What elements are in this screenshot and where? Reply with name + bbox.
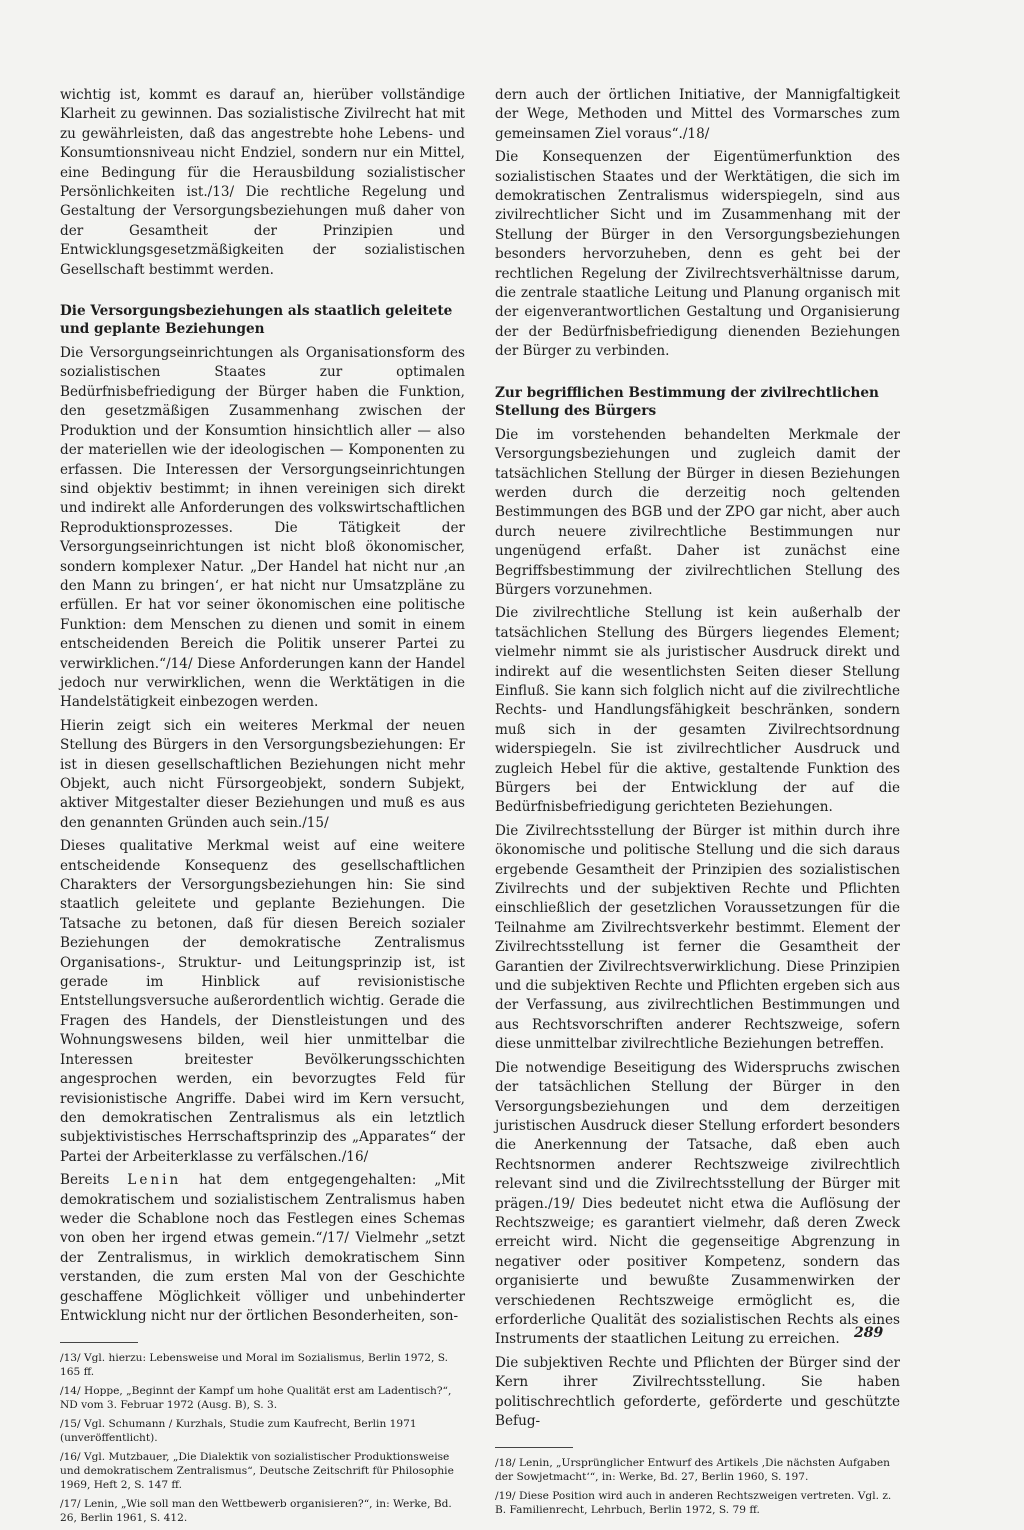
paragraph: Hierin zeigt sich ein weiteres Merkmal der neuen Stellung des Bürgers in den Versorgungsbeziehungen: Er ist in diesen gesellschaftlichen Beziehungen nicht mehr Objekt, auch nicht Fürsorgeobjekt, sondern Subjekt, aktiver Mitgestalter dieser Beziehungen und muß es aus den genannten Gründen auch sein./15/: [60, 717, 465, 831]
section-heading: Zur begrifflichen Bestimmung der zivilrechtlichen Stellung des Bürgers: [495, 384, 879, 419]
paragraph: dern auch der örtlichen Initiative, der Mannigfaltigkeit der Wege, Methoden und Mittel des Vormarsches zum gemeinsamen Ziel voraus“./18/: [495, 87, 900, 142]
footnote: /15/ Vgl. Schumann / Kurzhals, Studie zum Kaufrecht, Berlin 1971 (unveröffentlicht).: [60, 1418, 417, 1445]
paragraph: wichtig ist, kommt es darauf an, hierüber vollständige Klarheit zu gewinnen. Das sozialistische Zivilrecht hat mit zu gewährleisten, daß das angestrebte hohe Lebens- und Konsumtionsniveau nicht Endziel, sondern nur ein Mittel, eine Bedingung für die Herausbildung sozialistischer Persönlichkeiten ist./13/ Die rechtliche Regelung und Gestaltung der Versorgungsbeziehungen muß daher von der Gesamtheit der Prinzipien und Entwicklungsgesetzmäßigkeiten der sozialistischen Gesellschaft bestimmt werden.: [60, 87, 465, 278]
paragraph: Dieses qualitative Merkmal weist auf eine weitere entscheidende Konsequenz des gesellschaftlichen Charakters der Versorgungsbeziehungen hin: Sie sind staatlich geleitete und geplante Beziehungen. Die Tatsache zu betonen, daß für diesen Bereich sozialer Beziehungen der demokratische Zentralismus Organisations-, Struktur- und Leitungsprinzip ist, ist gerade im Hinblick auf revisionistische Entstellungsversuche außerordentlich wichtig. Gerade die Fragen des Handels, der Dienstleistungen und des Wohnungswesens bilden, weil hier unmittelbar die Interessen breitester Bevölkerungsschichten angesprochen werden, ein bevorzugtes Feld für revisionistische Angriffe. Dabei wird im Kern versucht, den demokratischen Zentralismus als ein letztlich subjektivistisches Herrschaftsprinzip des „Apparates“ der Partei der Arbeiterklasse zu verfälschen./16/: [60, 838, 465, 1165]
footnotes-right: [495, 1456, 900, 1517]
footnote-divider: [495, 1447, 573, 1448]
paragraph: Die zivilrechtliche Stellung ist kein außerhalb der tatsächlichen Stellung des Bürgers liegendes Element; vielmehr nimmt sie als juristischer Ausdruck direkt und indirekt auf die wesentlichsten Seiten dieser Stellung Einfluß. Sie kann sich folglich nicht auf die zivilrechtliche Rechts- und Handlungsfähigkeit beschränken, sondern muß sich in der gesamten Zivilrechtsordnung widerspiegeln. Sie ist zivilrechtlicher Ausdruck und zugleich Hebel für die aktive, gestaltende Funktion des Bürgers bei der Entwicklung der auf die Bedürfnisbefriedigung gerichteten Beziehungen.: [495, 605, 900, 816]
right-column: [495, 86, 900, 1522]
author-name: Lenin: [127, 1172, 182, 1189]
footnote: /17/ Lenin, „Wie soll man den Wettbewerb organisieren?“, in: Werke, Bd. 26, Berlin 1961, S. 412.: [60, 1498, 452, 1525]
paragraph: Die Konsequenzen der Eigentümerfunktion des sozialistischen Staates und der Werktätigen, die sich im demokratischen Zentralismus widerspiegeln, sind aus zivilrechtlicher Sicht und im Zusammenhang mit der Stellung der Bürger in den Versorgungsbeziehungen besonders hervorzuheben, denn es geht bei der rechtlichen Regelung der Zivilrechtsverhältnisse darum, die zentrale staatliche Leitung und Planung organisch mit der eigenverantwortlichen Gestaltung und Organisierung der der Bedürfnisbefriedigung dienenden Beziehungen der Bürger zu verbinden.: [495, 149, 900, 360]
text-run: hat dem entgegengehalten: „Mit demokratischem und sozialistischem Zentralismus haben weder die Schablone noch das Festlegen eines Schemas von oben her irgend etwas gemein.“/17/ Vielmehr „setzt der Zentralismus, in wirklich demokratischem Sinn verstanden, die zum ersten Mal von der Geschichte geschaffene Möglichkeit völliger und unbehinderter Entwicklung nicht nur der örtlichen Besonderheiten, son-: [60, 1172, 465, 1324]
paragraph: Die Versorgungseinrichtungen als Organisationsform des sozialistischen Staates zur optimalen Bedürfnisbefriedigung der Bürger haben die Funktion, den gesetzmäßigen Zusammenhang zwischen der Produktion und der Konsumtion hinsichtlich aller — also der materiellen wie der ideologischen — Komponenten zu erfassen. Die Interessen der Versorgungseinrichtungen sind objektiv bestimmt; in ihnen vereinigen sich direkt und indirekt alle Anforderungen des volkswirtschaftlichen Reproduktionsprozesses. Die Tätigkeit der Versorgungseinrichtungen ist nicht bloß ökonomischer, sondern komplexer Natur. „Der Handel hat nicht nur ‚an den Mann zu bringen‘, er hat nicht nur Umsatzpläne zu erfüllen. Er hat vor seiner ökonomischen eine politische Funktion: dem Menschen zu dienen und somit in einem entscheidenden Bereich die Politik unserer Partei zu verwirklichen.“/14/ Diese Anforderungen kann der Handel jedoch nur verwirklichen, wenn die Werktätigen in die Handelstätigkeit einbezogen werden.: [60, 345, 465, 711]
footnote: /16/ Vgl. Mutzbauer, „Die Dialektik von sozialistischer Produktionsweise und demokratischem Zentralismus“, Deutsche Zeitschrift für Philosophie 1969, Heft 2, S. 147 ff.: [60, 1451, 454, 1492]
footnote-divider: [60, 1342, 138, 1343]
paragraph: Die notwendige Beseitigung des Widerspruchs zwischen der tatsächlichen Stellung der Bürger in den Versorgungsbeziehungen und dem derzeitigen juristischen Ausdruck dieser Stellung erfordert besonders die Anerkennung der Tatsache, daß eben auch Rechtsnormen anderer Rechtszweige zivilrechtlich relevant sind und die Zivilrechtsstellung der Bürger mit prägen./19/ Dies bedeutet nicht etwa die Auflösung der Rechtszweige; es garantiert vielmehr, daß deren Zweck erreicht wird. Nicht die gegenseitige Abgrenzung in negativer oder positiver Kompetenz, sondern das organisierte und bewußte Zusammenwirken der verschiedenen Rechtszweige ermöglicht es, die erforderliche Qualität des sozialistischen Rechts als eines Instruments der staatlichen Leitung zu erreichen.: [495, 1059, 900, 1348]
paragraph: Die subjektiven Rechte und Pflichten der Bürger sind der Kern ihrer Zivilrechtsstellung. Sie haben politischrechtlich geforderte, geförderte und geschützte Befug-: [495, 1354, 900, 1429]
footnote: /13/ Vgl. hierzu: Lebensweise und Moral im Sozialismus, Berlin 1972, S. 165 ff.: [60, 1352, 448, 1379]
text-run: Bereits: [60, 1172, 128, 1189]
page-number: 289: [854, 1325, 884, 1341]
paragraph: [60, 1171, 465, 1326]
left-column: [60, 86, 465, 1530]
section-heading: Die Versorgungsbeziehungen als staatlich geleitete und geplante Beziehungen: [60, 303, 453, 338]
footnote: /14/ Hoppe, „Beginnt der Kampf um hohe Qualität erst am Ladentisch?“, ND vom 3. Februar 1972 (Ausg. B), S. 3.: [60, 1385, 452, 1412]
footnote: /18/ Lenin, „Ursprünglicher Entwurf des Artikels ‚Die nächsten Aufgaben der Sowjetmacht‘“, in: Werke, Bd. 27, Berlin 1960, S. 197.: [495, 1457, 890, 1484]
footnotes-left: [60, 1351, 465, 1525]
paragraph: Die im vorstehenden behandelten Merkmale der Versorgungsbeziehungen und zugleich damit der tatsächlichen Stellung der Bürger in diesen Beziehungen werden durch die derzeitig noch geltenden Bestimmungen des BGB und der ZPO gar nicht, aber auch durch neuere zivilrechtliche Bestimmungen nur ungenügend erfaßt. Daher ist zunächst eine Begriffsbestimmung der zivilrechtlichen Stellung des Bürgers vorzunehmen.: [495, 426, 900, 598]
paragraph: Die Zivilrechtsstellung der Bürger ist mithin durch ihre ökonomische und politische Stellung und die sich daraus ergebende Gesamtheit der Prinzipien des sozialistischen Zivilrechts und der subjektiven Rechte und Pflichten einschließlich der gesetzlichen Voraussetzungen für die Teilnahme am Zivilrechtsverkehr bestimmt. Element der Zivilrechtsstellung ist ferner die Gesamtheit der Garantien der Zivilrechtsverwirklichung. Diese Prinzipien und die subjektiven Rechte und Pflichten ergeben sich aus der Verfassung, aus zivilrechtlichen Bestimmungen und aus Rechtsvorschriften anderer Rechtszweige, sofern diese unmittelbar zivilrechtliche Beziehungen betreffen.: [495, 822, 900, 1053]
footnote: /19/ Diese Position wird auch in anderen Rechtszweigen vertreten. Vgl. z. B. Familienrecht, Lehrbuch, Berlin 1972, S. 79 ff.: [495, 1490, 892, 1517]
